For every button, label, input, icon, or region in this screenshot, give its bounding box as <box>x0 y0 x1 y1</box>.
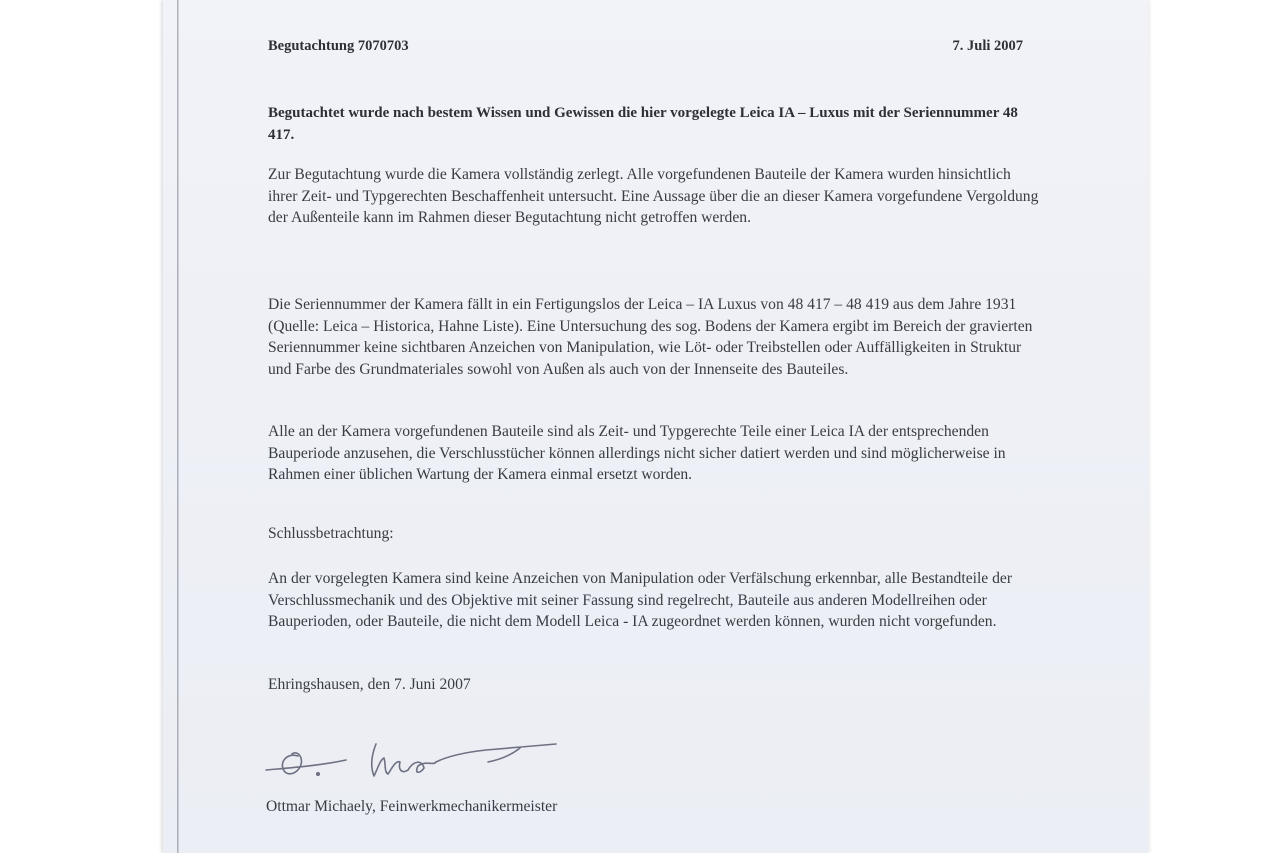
intro-statement: Begutachtet wurde nach bestem Wissen und Gewissen die hier vorgelegte Leica IA – Luxus mit der Seriennummer 48 417. <box>268 105 1018 143</box>
conclusion-heading: Schlussbetrachtung: <box>268 525 394 542</box>
handwritten-signature <box>258 730 568 800</box>
paragraph-components: Alle an der Kamera vorgefundenen Bauteile sind als Zeit- und Typgerechte Teile einer Leica IA der entsprechenden Bauperiode anzusehen, die Verschlusstücher können allerdings nicht sicher datiert werden und sind möglicherweise in Rahmen einer üblichen Wartung der Kamera einmal ersetzt worden. <box>268 423 1006 483</box>
place-and-date: Ehringshausen, den 7. Juni 2007 <box>268 676 471 693</box>
reference-number: Begutachtung 7070703 <box>268 38 409 54</box>
paragraph-serial-number: Die Seriennummer der Kamera fällt in ein Fertigungslos der Leica – IA Luxus von 48 417 – 48 419 aus dem Jahre 1931 (Quelle: Leica – Historica, Hahne Liste). Eine Untersuchung des sog. Bodens der Kamera ergibt im Bereich der gravierten Seriennummer keine sichtbaren Anzeichen von Manipulation, wie Löt- oder Treibstellen oder Auffälligkeiten in Struktur und Farbe des Grundmateriales sowohl von Außen als auch von der Innenseite des Bauteiles. <box>268 296 1033 378</box>
paragraph-disassembly: Zur Begutachtung wurde die Kamera vollständig zerlegt. Alle vorgefundenen Bauteile der Kamera wurden hinsichtlich ihrer Zeit- und Typgerechten Beschaffenheit untersucht. Eine Aussage über die an dieser Kamera vorgefundene Vergoldung der Außenteile kann im Rahmen dieser Begutachtung nicht getroffen werden. <box>268 166 1039 226</box>
document-date: 7. Juli 2007 <box>952 38 1023 54</box>
signer-name: Ottmar Michaely, Feinwerkmechanikermeister <box>266 798 558 815</box>
paragraph-conclusion: An der vorgelegten Kamera sind keine Anzeichen von Manipulation oder Verfälschung erkennbar, alle Bestandteile der Verschlussmechanik und des Objektive mit seiner Fassung sind regelrecht, Bauteile aus anderen Modellreihen oder Bauperioden, oder Bauteile, die nicht dem Modell Leica - IA zugeordnet werden können, wurden nicht vorgefunden. <box>268 570 1013 630</box>
paper-edge-shadow <box>177 0 179 853</box>
